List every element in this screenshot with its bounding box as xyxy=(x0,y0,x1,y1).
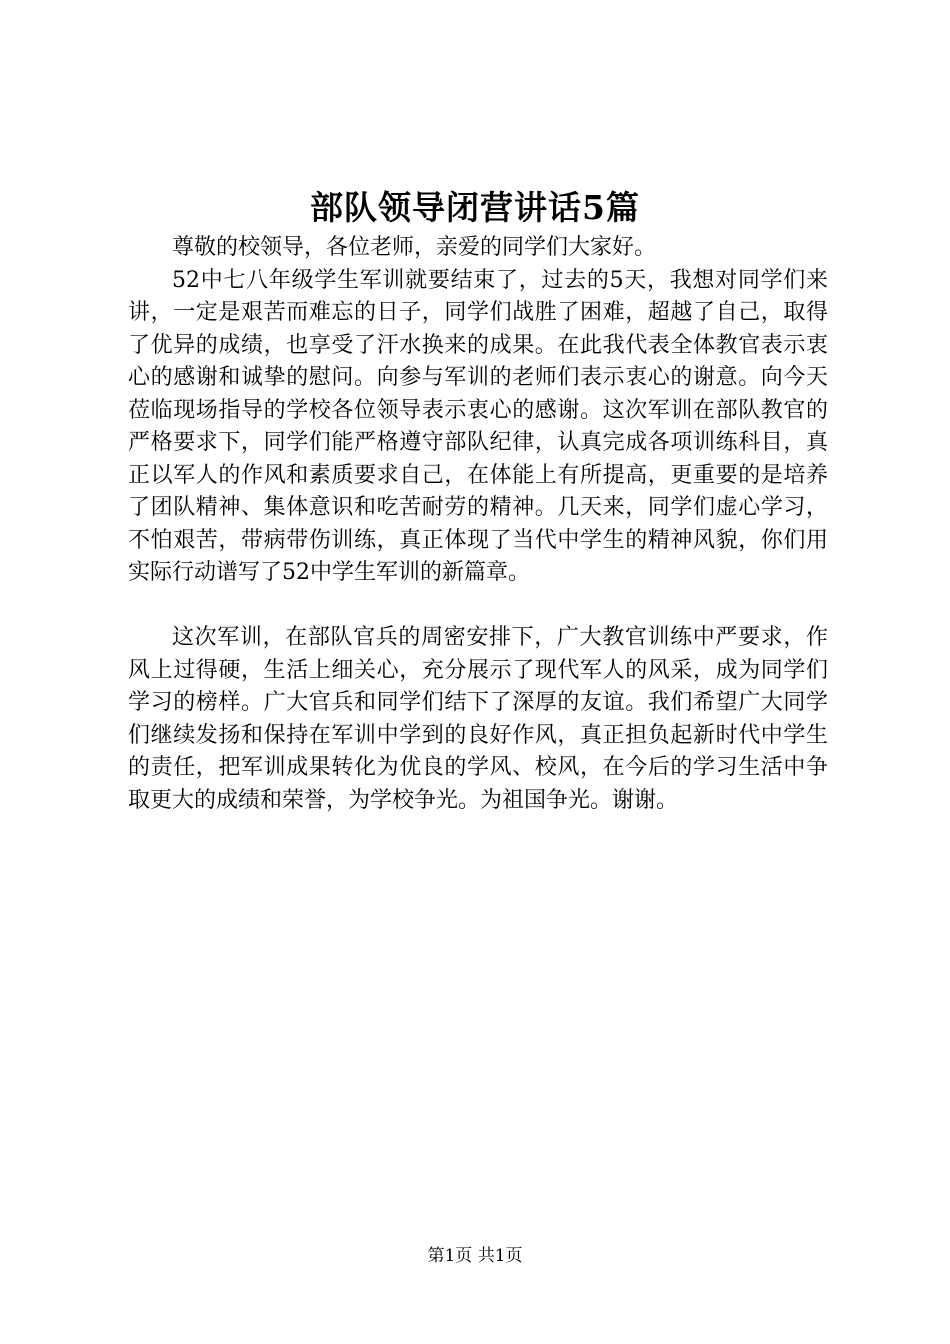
page-number-footer: 第1页 共1页 xyxy=(427,1246,523,1266)
paragraph-greeting: 尊敬的校领导，各位老师，亲爱的同学们大家好。 xyxy=(172,235,657,260)
document-title: 部队领导闭营讲话5篇 xyxy=(310,188,640,227)
paragraph-main: 52中七八年级学生军训就要结束了，过去的5天，我想对同学们来讲，一定是艰苦而难忘的日子，同学们战胜了困难，超越了自己，取得了优异的成绩，也享受了汗水换来的成果。在此我代表全体教官表示衷心的感谢和诚挚的慰问。向参与军训的老师们表示衷心的谢意。向今天莅临现场指导的学校各位领导表示衷心的感谢。这次军训在部队教官的严格要求下，同学们能严格遵守部队纪律，认真完成各项训练科目，真正以军人的作风和素质要求自己，在体能上有所提高，更重要的是培养了团队精神、集体意识和吃苦耐劳的精神。几天来，同学们虚心学习，不怕艰苦，带病带伤训练，真正体现了当代中学生的精神风貌，你们用实际行动谱写了52中学生军训的新篇章。 xyxy=(128,267,828,585)
document-body xyxy=(128,232,828,817)
paragraph-closing: 这次军训，在部队官兵的周密安排下，广大教官训练中严要求，作风上过得硬，生活上细关心，充分展示了现代军人的风采，成为同学们学习的榜样。广大官兵和同学们结下了深厚的友谊。我们希望广大同学们继续发扬和保持在军训中学到的良好作风，真正担负起新时代中学生的责任，把军训成果转化为优良的学风、校风，在今后的学习生活中争取更大的成绩和荣誉，为学校争光。为祖国争光。谢谢。 xyxy=(128,625,828,813)
